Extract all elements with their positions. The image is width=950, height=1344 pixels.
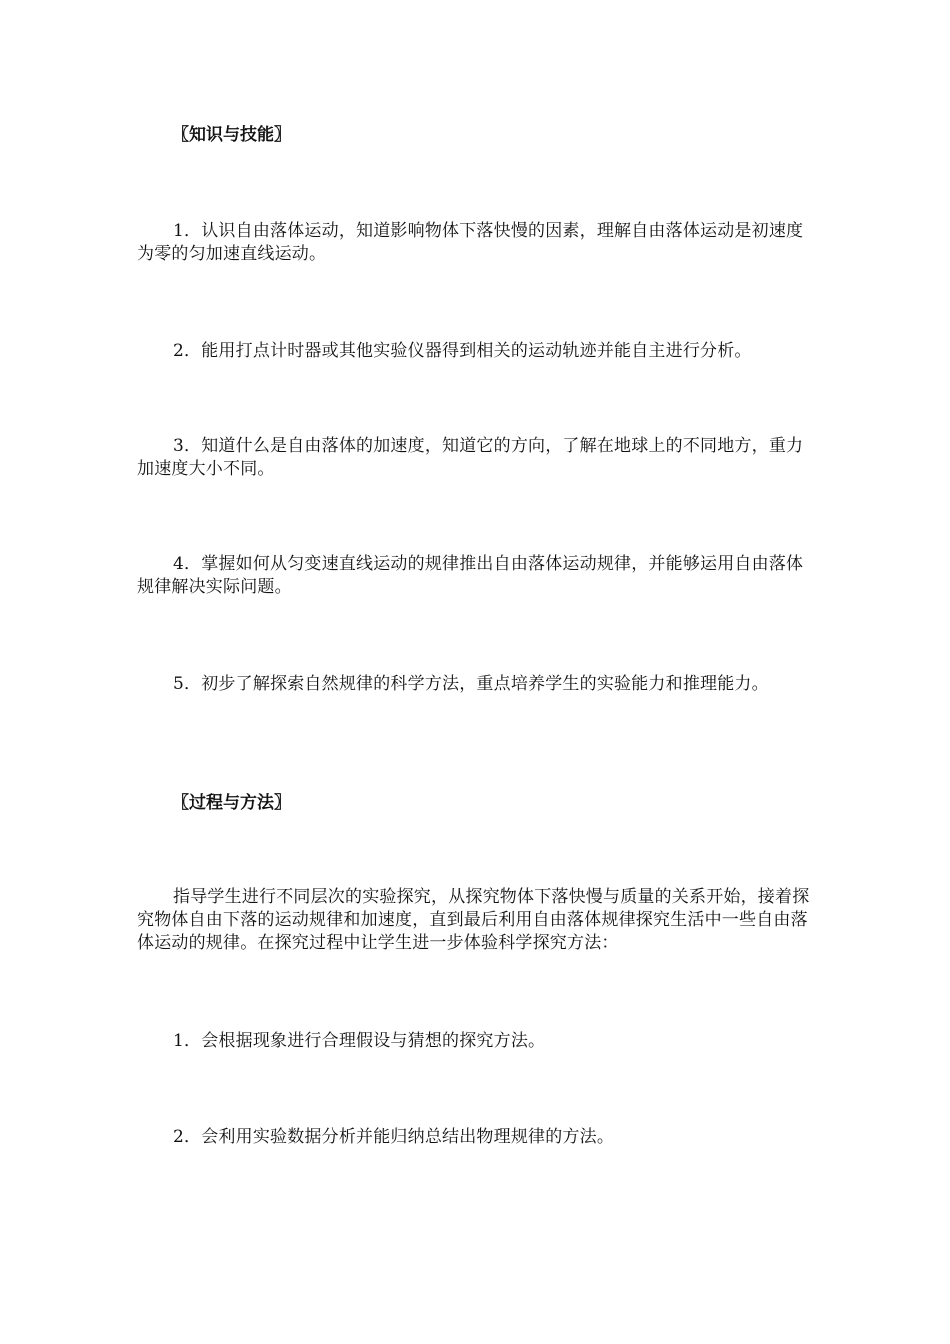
paragraph-knowledge-item-5: 5．初步了解探索自然规律的科学方法，重点培养学生的实验能力和推理能力。 — [173, 674, 769, 694]
section-heading-knowledge-skills: 〖知识与技能〗 — [172, 125, 291, 145]
section-heading-process-methods: 〖过程与方法〗 — [172, 793, 291, 813]
paragraph-knowledge-item-1: 1．认识自由落体运动，知道影响物体下落快慢的因素，理解自由落体运动是初速度为零的匀加速直线运动。 — [137, 221, 804, 264]
paragraph-process-intro: 指导学生进行不同层次的实验探究，从探究物体下落快慢与质量的关系开始，接着探究物体自由下落的运动规律和加速度，直到最后利用自由落体规律探究生活中一些自由落体运动的规律。在探究过程中让学生进一步体验科学探究方法： — [137, 887, 810, 953]
paragraph-process-item-2: 2．会利用实验数据分析并能归纳总结出物理规律的方法。 — [173, 1127, 615, 1147]
paragraph-knowledge-item-4: 4．掌握如何从匀变速直线运动的规律推出自由落体运动规律，并能够运用自由落体规律解决实际问题。 — [137, 554, 804, 597]
paragraph-knowledge-item-3: 3．知道什么是自由落体的加速度，知道它的方向，了解在地球上的不同地方，重力加速度大小不同。 — [137, 436, 804, 479]
paragraph-process-item-1: 1．会根据现象进行合理假设与猜想的探究方法。 — [173, 1031, 546, 1051]
paragraph-knowledge-item-2: 2．能用打点计时器或其他实验仪器得到相关的运动轨迹并能自主进行分析。 — [173, 341, 752, 361]
